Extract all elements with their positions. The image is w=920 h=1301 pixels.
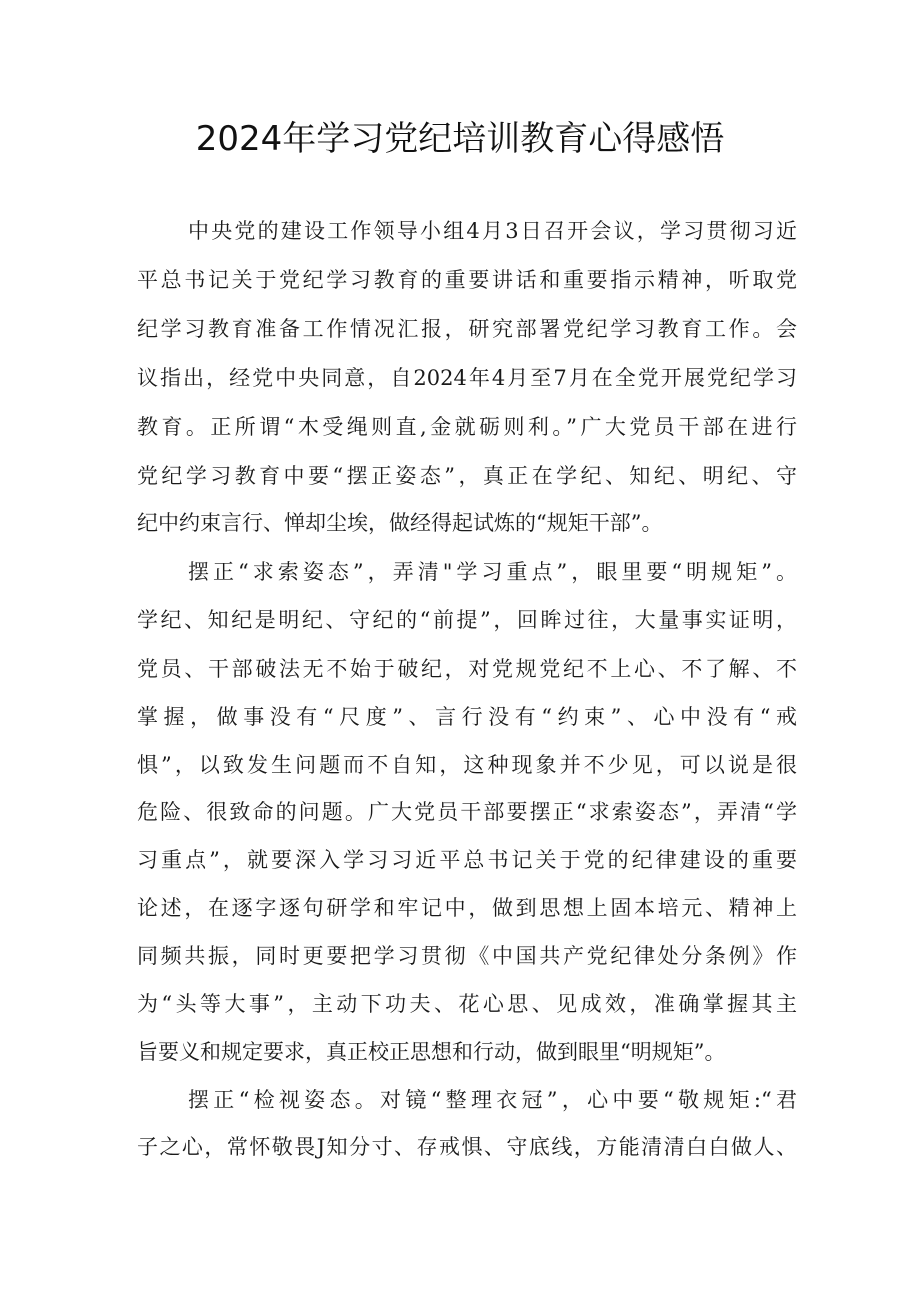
paragraph-line: 纪学习教育准备工作情况汇报，研究部署党纪学习教育工作。会 [137, 317, 797, 341]
paragraph-line: 中央党的建设工作领导小组4月3日召开会议，学习贯彻习近 [188, 219, 797, 243]
paragraph-line: 纪中约束言行、惮却尘埃，做经得起试炼的“规矩干部”。 [137, 511, 663, 535]
paragraph-line: 教育。正所谓“木受绳则直,金就砺则利。”广大党员干部在进行 [137, 415, 797, 439]
paragraph-line: 子之心，常怀敬畏J知分寸、存戒惧、守底线，方能清清白白做人、 [137, 1135, 797, 1159]
page-title: 2024年学习党纪培训教育心得感悟 [195, 119, 725, 159]
paragraph-line: 党纪学习教育中要“摆正姿态”，真正在学纪、知纪、明纪、守 [137, 464, 797, 488]
paragraph-line: 平总书记关于党纪学习教育的重要讲话和重要指示精神，听取党 [137, 268, 797, 292]
paragraph-line: 同频共振，同时更要把学习贯彻《中国共产党纪律处分条例》作 [137, 944, 797, 968]
paragraph-line: 党员、干部破法无不始于破纪，对党规党纪不上心、不了解、不 [137, 657, 797, 681]
paragraph-line: 惧”，以致发生问题而不自知，这种现象并不少见，可以说是很 [137, 753, 797, 777]
paragraph-line: 习重点”，就要深入学习习近平总书记关于党的纪律建设的重要 [137, 848, 797, 872]
paragraph-line: 摆正“求索姿态”，弄清"学习重点”，眼里要“明规矩”。 [188, 560, 797, 584]
paragraph-line: 摆正“检视姿态。对镜“整理衣冠”，心中要“敬规矩:“君 [188, 1088, 797, 1112]
paragraph-line: 学纪、知纪是明纪、守纪的“前提”，回眸过往，大量事实证明， [137, 608, 797, 632]
paragraph-line: 为“头等大事”，主动下功夫、花心思、见成效，准确掌握其主 [137, 992, 797, 1016]
paragraph-line: 论述，在逐字逐句研学和牢记中，做到思想上固本培元、精神上 [137, 896, 797, 920]
paragraph-line: 议指出，经党中央同意，自2024年4月至7月在全党开展党纪学习 [137, 366, 797, 390]
paragraph-line: 旨要义和规定要求，真正校正思想和行动，做到眼里“明规矩”。 [137, 1040, 726, 1064]
paragraph-line: 掌握，做事没有“尺度”、言行没有“约束”、心中没有“戒 [137, 705, 797, 729]
paragraph-line: 危险、很致命的问题。广大党员干部要摆正“求索姿态”，弄清“学 [137, 800, 797, 824]
